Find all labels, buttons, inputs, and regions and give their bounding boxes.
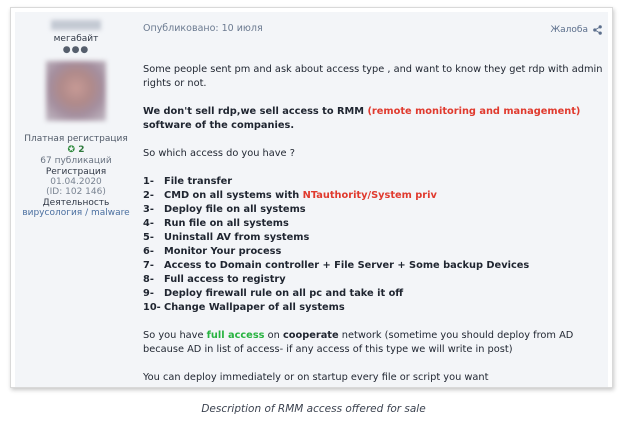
author-avatar[interactable] (46, 61, 106, 121)
share-icon[interactable] (593, 25, 602, 35)
screenshot-frame (10, 7, 613, 388)
list-item: 3- Deploy file on all systems (143, 204, 306, 215)
reputation-plus-icon: ✪ (67, 145, 76, 155)
post-paragraph-1: Some people sent pm and ask about access type , and want to know they get rdp with admin rights or not. (143, 64, 603, 89)
list-item: 2- CMD on all systems with NTauthority/System priv (143, 190, 437, 201)
post-paragraph-3: So which access do you have ? (143, 148, 295, 159)
author-group: Платная регистрация (24, 134, 128, 144)
list-item: 1- File transfer (143, 176, 233, 187)
list-item: 6- Monitor Your process (143, 246, 282, 257)
list-item: 9- Deploy firewall rule on all pc and take it off (143, 288, 404, 299)
report-link[interactable]: Жалоба (550, 25, 588, 35)
post-body (143, 63, 608, 388)
list-item: 4- Run file on all systems (143, 218, 289, 229)
activity-value: вирусология / malware (22, 208, 130, 218)
p2-text-a: We don't sell rdp,we sell access to RMM (143, 106, 368, 117)
list-item: 7- Access to Domain controller + File Server + Some backup Devices (143, 260, 530, 271)
reputation-badge (15, 145, 137, 155)
post-published-date: Опубликовано: 10 июля (143, 23, 263, 34)
author-post-count[interactable]: 67 публикаций (40, 156, 112, 166)
post-paragraph-5: You can deploy immediately or on startup every file or script you want (143, 372, 489, 383)
p2-text-b: software of the companies. (143, 120, 295, 131)
author-id: (ID: 102 146) (46, 187, 106, 197)
cooperate-bold: cooperate (282, 330, 339, 341)
list-item: 8- Full access to registry (143, 274, 286, 285)
list-item-highlight-red: NTauthority/System priv (302, 190, 437, 201)
author-rank: мегабайт (53, 34, 99, 44)
post-paragraph-4: So you have full access on cooperate network (sometime you should deploy from AD because AD in list of access- if any access of this type we will write in post) (143, 330, 574, 355)
registration-label: Регистрация (45, 167, 107, 177)
p2-highlight-red: (remote monitoring and management) (367, 106, 581, 117)
post-paragraph-2 (143, 105, 608, 133)
registration-date: 01.04.2020 (50, 177, 102, 187)
rank-pips: ●●● (62, 45, 90, 55)
list-item: 10- Change Wallpaper of all systems (143, 302, 345, 313)
reputation-value: 2 (78, 145, 85, 155)
list-item: 5- Uninstall AV from systems (143, 232, 310, 243)
author-panel (15, 12, 137, 218)
access-list (143, 175, 608, 315)
full-access-highlight: full access (206, 330, 265, 341)
author-username-redacted[interactable] (51, 20, 101, 30)
forum-post (15, 12, 608, 387)
image-caption: Description of RMM access offered for sale (201, 403, 426, 415)
activity-label: Деятельность (42, 198, 110, 208)
